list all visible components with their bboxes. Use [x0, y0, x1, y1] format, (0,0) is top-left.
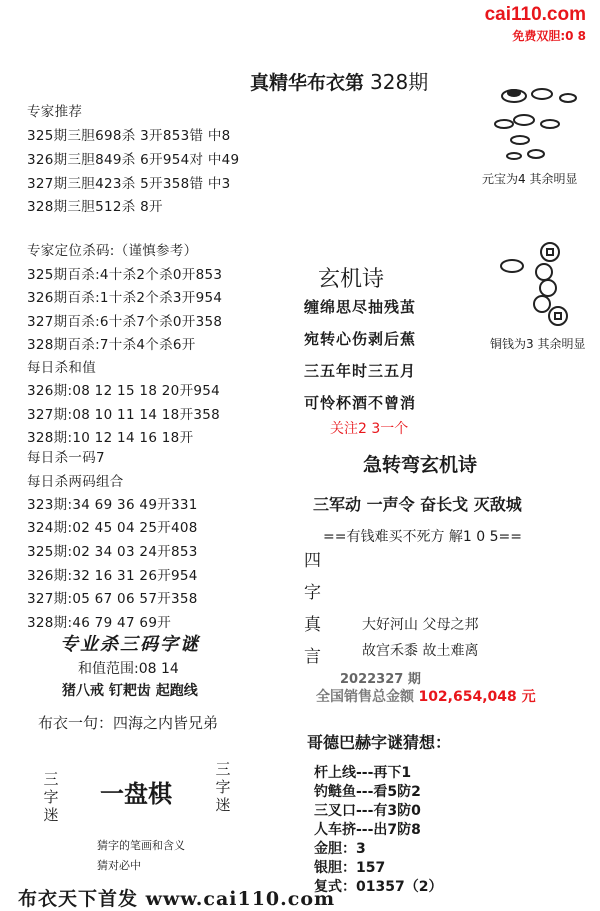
- daily-sum-heading: 每日杀和值: [27, 360, 96, 376]
- slogan: ==有钱难买不死方 解1 0 5==: [323, 529, 522, 545]
- list-item: 325期百杀:4十杀2个杀0开853: [27, 267, 223, 283]
- sharp-turn-title: 急转弯玄机诗: [363, 454, 478, 476]
- ingots-illustration: [492, 82, 582, 164]
- buyi-line: 布衣一句：四海之内皆兄弟: [38, 714, 219, 732]
- daily-one-heading: 每日杀一码7: [27, 450, 105, 466]
- footer-brand[interactable]: 布衣天下首发 www.cai110.com: [18, 888, 336, 910]
- coins-illustration: [492, 240, 582, 330]
- sales-label: 全国销售总金额: [316, 689, 414, 705]
- list-item: 杆上线---再下1: [314, 765, 412, 781]
- riddle-hint: 猜对必中: [97, 859, 141, 872]
- four-words-char: 四: [304, 551, 321, 571]
- sales-issue: 2022327 期: [340, 672, 421, 687]
- site-brand[interactable]: cai110.com: [484, 4, 586, 25]
- list-item: 金胆：3: [314, 841, 366, 857]
- four-words-line: 故宫禾黍 故土难离: [362, 643, 479, 659]
- four-words-char: 言: [304, 647, 321, 667]
- list-item: 326期:32 16 31 26开954: [27, 568, 198, 584]
- list-item: 人车挤---出7防8: [314, 822, 421, 838]
- ingots-caption: 元宝为4 其余明显: [482, 172, 578, 186]
- free-double-tip: 免费双胆:0 8: [512, 29, 586, 43]
- list-item: 银胆：157: [314, 860, 386, 876]
- list-item: 328期三胆512杀 8开: [27, 199, 163, 215]
- list-item: 复式：01357（2）: [314, 879, 443, 895]
- list-item: 328期百杀:7十杀4个杀6开: [27, 337, 196, 353]
- sharp-turn-line: 三军动 一声令 奋长戈 灭敌城: [313, 495, 522, 514]
- expert-heading: 专家推荐: [27, 104, 83, 120]
- list-item: 328期:46 79 47 69开: [27, 615, 172, 631]
- riddle-center: 一盘棋: [100, 779, 172, 808]
- position-kill-heading: 专家定位杀码:（谨慎参考）: [27, 243, 198, 259]
- list-item: 327期:08 10 11 14 18开358: [27, 407, 221, 423]
- list-item: 327期三胆423杀 5开358错 中3: [27, 176, 231, 192]
- four-words-line: 大好河山 父母之邦: [362, 617, 479, 633]
- coins-caption: 铜钱为3 其余明显: [490, 337, 586, 351]
- list-item: 327期百杀:6十杀7个杀0开358: [27, 314, 223, 330]
- left-riddle-label: 三字迷: [43, 770, 59, 824]
- riddle-hint: 猜字的笔画和含义: [97, 839, 185, 852]
- poem-line: 缠绵思尽抽残茧: [304, 298, 417, 316]
- list-item: 326期:08 12 15 18 20开954: [27, 383, 221, 399]
- animals-line: 猪八戒 钉耙齿 起跑线: [62, 683, 198, 699]
- poem-line: 三五年时三五月: [304, 362, 417, 380]
- list-item: 326期三胆849杀 6开954对 中49: [27, 152, 240, 168]
- list-item: 324期:02 45 04 25开408: [27, 520, 198, 536]
- list-item: 325期:02 34 03 24开853: [27, 544, 198, 560]
- sales-amount: 102,654,048 元: [418, 689, 536, 705]
- list-item: 323期:34 69 36 49开331: [27, 497, 198, 513]
- list-item: 钓鲢鱼---看5防2: [314, 784, 421, 800]
- goldbach-title: 哥德巴赫字谜猜想：: [307, 733, 452, 752]
- issue-number: 328期: [370, 70, 429, 94]
- list-item: 三叉口---有3防0: [314, 803, 421, 819]
- four-words-char: 字: [304, 583, 321, 603]
- poem-note: 关注2 3一个: [330, 421, 409, 437]
- title-text: 真精华布衣第: [250, 72, 365, 94]
- daily-two-heading: 每日杀两码组合: [27, 474, 124, 490]
- list-item: 328期:10 12 14 16 18开: [27, 430, 194, 446]
- poem-line: 可怜杯酒不曾消: [304, 394, 417, 412]
- sales-row: [316, 686, 536, 706]
- poem-line: 宛转心伤剥后蕉: [304, 330, 417, 348]
- page-title: [250, 66, 428, 95]
- poem-title: 玄机诗: [318, 267, 385, 292]
- list-item: 327期:05 67 06 57开358: [27, 591, 198, 607]
- list-item: 326期百杀:1十杀2个杀3开954: [27, 290, 223, 306]
- sum-range: 和值范围:08 14: [78, 661, 179, 677]
- riddle3-heading: 专业杀三码字谜: [60, 634, 200, 655]
- right-riddle-label: 三字迷: [215, 760, 231, 814]
- four-words-char: 真: [304, 615, 321, 635]
- list-item: 325期三胆698杀 3开853错 中8: [27, 128, 231, 144]
